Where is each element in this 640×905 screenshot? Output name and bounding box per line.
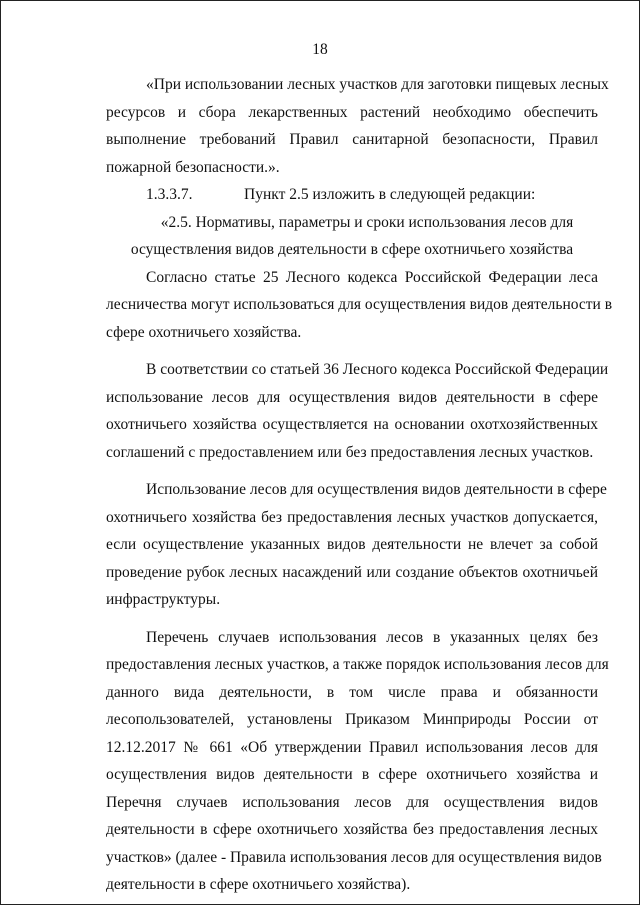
text-line: соглашений с предоставлением или без предоставления лесных участков. [106,443,594,461]
text-line: В соответствии со статьей 36 Лесного кодекса Российской Федерации [146,361,609,378]
text-line: деятельности в сфере охотничьего хозяйства). [106,876,411,893]
text-line: инфраструктуры. [106,591,221,608]
heading-line: «2.5. Нормативы, параметры и сроки использования лесов для [160,213,574,231]
text-line: осуществления видов деятельности в сфере охотничьего хозяйства и [106,766,598,783]
text-line: Перечня случаев использования лесов для осуществления видов [106,793,598,811]
paragraph-food-resources [106,71,609,181]
text-line: Перечень случаев использования лесов в указанных целях без [146,628,598,646]
text-line: использование лесов для осуществления видов деятельности в сфере [106,388,598,406]
paragraph-article-25 [106,264,613,347]
text-line: 12.12.2017 № 661 «Об утверждении Правил использования лесов для [106,738,598,756]
page-number: 18 [312,41,328,58]
text-line: охотничьего хозяйства осуществляется на основании охотхозяйственных [106,416,598,433]
text-line: лесничества могут использоваться для осуществления видов деятельности в [106,296,613,313]
paragraph-usage-without-plots [106,476,607,614]
heading-line: осуществления видов деятельности в сфере охотничьего хозяйства [130,241,574,258]
paragraph-article-36 [106,356,609,466]
text-line: данного вида деятельности, в том числе права и обязанности [106,683,598,701]
item-number: 1.3.3.7. [146,186,193,203]
text-line: деятельности в сфере охотничьего хозяйства без предоставления лесных [106,821,598,838]
item-text: Пункт 2.5 изложить в следующей редакции: [244,186,536,203]
text-line: Использование лесов для осуществления видов деятельности в сфере [146,481,607,498]
text-line: предоставления лесных участков, а также порядок использования лесов для [106,656,609,673]
text-line: участков» (далее - Правила использования лесов для осуществления видов [106,848,602,866]
text-line: проведение рубок лесных насаждений или создание объектов охотничьей [106,563,598,581]
text-line: лесопользователей, установлены Приказом Минприроды России от [106,711,598,728]
text-line: Согласно статье 25 Лесного кодекса Российской Федерации леса [146,268,598,286]
section-heading-2-5 [106,209,598,264]
paragraph-list-of-cases [106,624,609,899]
document-body [106,71,613,899]
text-line: ресурсов и сбора лекарственных растений необходимо обеспечить [106,103,598,121]
text-line: выполнение требований Правил санитарной безопасности, Правил [106,131,598,148]
text-line: пожарной безопасности.». [106,158,280,176]
text-line: охотничьего хозяйства без предоставления лесных участков допускается, [106,508,598,526]
text-line: если осуществление указанных видов деятельности не влечет за собой [106,536,598,553]
text-line: сфере охотничьего хозяйства. [106,323,302,341]
text-line: «При использовании лесных участков для заготовки пищевых лесных [146,76,609,93]
item-1-3-3-7 [106,181,598,209]
